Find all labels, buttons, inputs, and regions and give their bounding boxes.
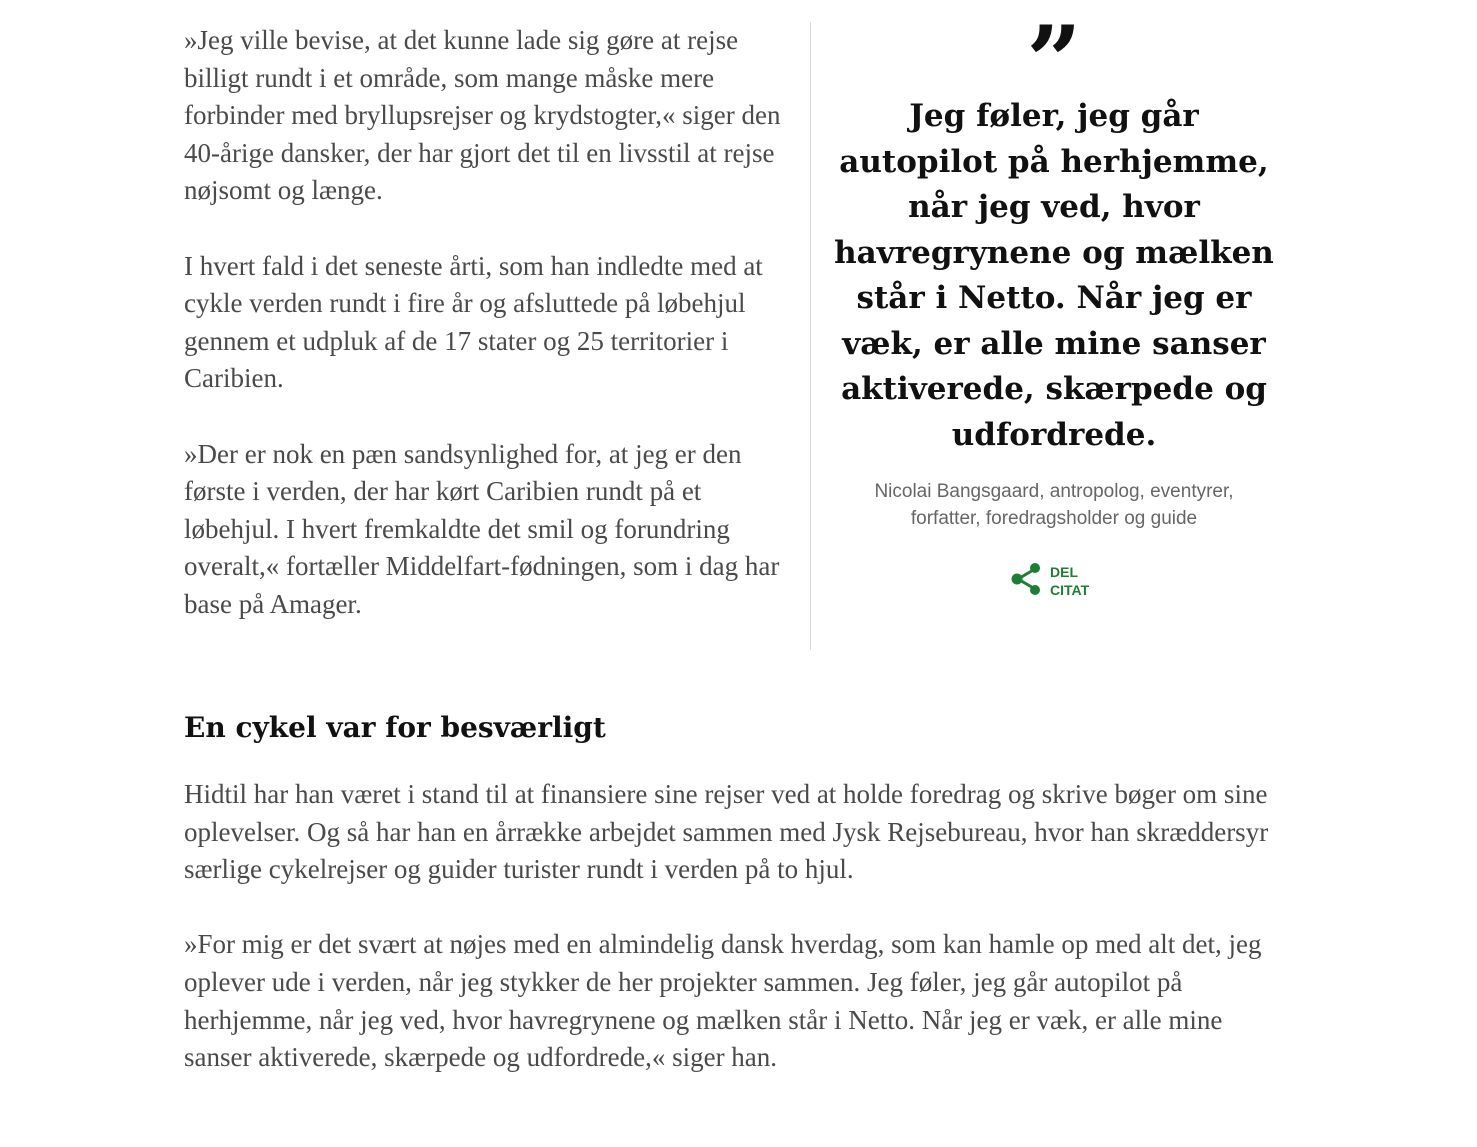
article-body-bottom xyxy=(184,776,1294,1077)
share-quote-label: DEL CITAT xyxy=(1050,564,1090,598)
share-icon xyxy=(1010,562,1044,600)
pullquote-text: Jeg føler, jeg går autopilot på herhjemme, når jeg ved, hvor havregrynene og mælken står i Netto. Når jeg er væk, er alle mine sanser aktiverede, skærpede og udfordrede. xyxy=(834,98,1274,453)
article-top-row xyxy=(184,0,1294,690)
section-heading: En cykel var for besværligt xyxy=(184,711,606,744)
article-paragraph: »For mig er det svært at nøjes med en almindelig dansk hverdag, som kan hamle op med alt det, jeg oplever ude i verden, når jeg stykker de her projekter sammen. Jeg føler, jeg går autopilot på herhjemme, når jeg ved, hvor havregrynene og mælken står i Netto. Når jeg er væk, er alle mine sanser aktiverede, skærpede og udfordrede,« siger han. xyxy=(184,929,1262,1073)
article-paragraph: »Jeg ville bevise, at det kunne lade sig gøre at rejse billigt rundt i et område, som mange måske mere forbinder med bryllupsrejser og krydstogter,« siger den 40-årige dansker, der har gjort det til en livsstil at rejse nøjsomt og længe. xyxy=(184,25,781,206)
quote-mark-icon: ” xyxy=(1026,22,1082,88)
column-divider xyxy=(810,22,811,650)
article-body-left xyxy=(184,22,784,624)
share-quote-button[interactable] xyxy=(1010,562,1098,600)
pullquote-author: Nicolai Bangsgaard, antropolog, eventyrer, forfatter, foredragsholder og guide xyxy=(874,481,1234,529)
article xyxy=(184,0,1294,1077)
pullquote xyxy=(834,22,1274,600)
article-paragraph: Hidtil har han været i stand til at finansiere sine rejser ved at holde foredrag og skrive bøger om sine oplevelser. Og så har han en årrække arbejdet sammen med Jysk Rejsebureau, hvor han skræddersyr særlige cykelrejser og guider turister rundt i verden på to hjul. xyxy=(184,779,1269,885)
article-paragraph: I hvert fald i det seneste årti, som han indledte med at cykle verden rundt i fire år og afsluttede på løbehjul gennem et udpluk af de 17 stater og 25 territorier i Caribien. xyxy=(184,250,763,394)
article-paragraph: »Der er nok en pæn sandsynlighed for, at jeg er den første i verden, der har kørt Caribien rundt på et løbehjul. I hvert fremkaldte det smil og forundring overalt,« fortæller Middelfart-fødningen, som i dag har base på Amager. xyxy=(184,438,780,619)
